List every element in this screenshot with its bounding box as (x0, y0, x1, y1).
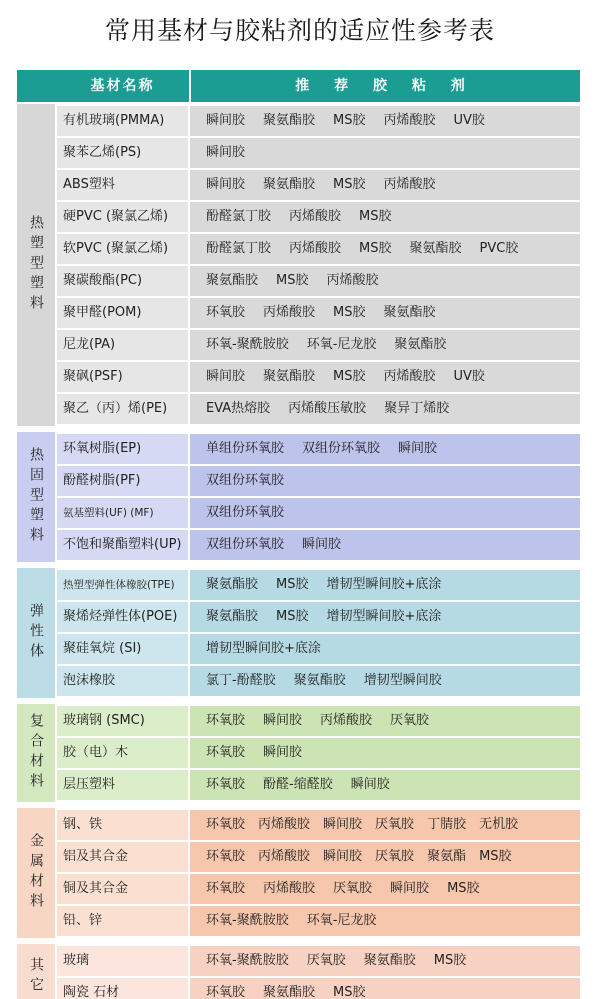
table-row (57, 202, 580, 232)
adhesive-list (190, 362, 580, 392)
header-substrate: 基材名称 (90, 78, 155, 94)
adhesive-item: 聚氨酯胶 (293, 673, 346, 688)
category-label: 弹性体 (28, 603, 44, 663)
category-cell (17, 568, 55, 698)
adhesive-item: 丙烯酸胶 (289, 209, 342, 224)
adhesive-item: MS胶 (359, 209, 392, 224)
substrate-name: 聚乙（丙）烯(PE) (57, 394, 188, 424)
substrate-name: 玻璃 (57, 946, 188, 976)
category-label: 热固型塑料 (28, 447, 44, 547)
adhesive-item: 聚氨酯胶 (206, 609, 259, 624)
adhesive-item: EVA热熔胶 (206, 401, 271, 416)
table-row (57, 978, 580, 999)
adhesive-list (190, 466, 580, 496)
adhesive-item: 聚氨酯胶 (206, 577, 259, 592)
substrate-name: 氨基塑料(UF) (MF) (57, 498, 188, 528)
adhesive-item: 瞬间胶 (350, 777, 390, 792)
category-label: 热塑型塑料 (28, 215, 44, 315)
group-3 (17, 704, 580, 802)
adhesive-list (190, 946, 580, 976)
substrate-name: 酚醛树脂(PF) (57, 466, 188, 496)
adhesive-item: 环氧-聚酰胺胶 (206, 337, 289, 352)
adhesive-item: 增韧型瞬间胶+底涂 (326, 577, 442, 592)
adhesive-item: MS胶 (359, 241, 392, 256)
adhesive-list (190, 394, 580, 424)
table-header (17, 70, 580, 102)
adhesive-item: 瞬间胶 (398, 441, 438, 456)
adhesive-item: 双组份环氧胶 (206, 473, 285, 488)
table-row (57, 666, 580, 696)
substrate-name: 不饱和聚酯塑料(UP) (57, 530, 188, 560)
adhesive-item: 厌氧胶 (390, 713, 430, 728)
substrate-name: 铅、锌 (57, 906, 188, 936)
adhesive-item: 双组份环氧胶 (206, 537, 285, 552)
adhesive-item: 厌氧胶 (306, 953, 346, 968)
adhesive-item: MS胶 (433, 953, 467, 968)
substrate-name: 陶瓷 石材 (57, 978, 188, 999)
adhesive-item: MS胶 (333, 369, 366, 384)
adhesive-item: 环氧胶 (206, 745, 246, 760)
adhesive-item: 增韧型瞬间胶+底涂 (206, 641, 321, 656)
adhesive-item: MS胶 (333, 177, 366, 192)
adhesive-list (190, 266, 580, 296)
group-5 (17, 944, 580, 999)
table-row (57, 298, 580, 328)
adhesive-list (190, 202, 580, 232)
adhesive-item: 瞬间胶 (390, 881, 430, 896)
substrate-name: 有机玻璃(PMMA) (57, 106, 188, 136)
group-2 (17, 568, 580, 698)
adhesive-item: 丙烯酸胶 (258, 849, 311, 864)
adhesive-item: 瞬间胶 (263, 713, 303, 728)
substrate-name: 聚烯烃弹性体(POE) (57, 602, 188, 632)
table-row (57, 394, 580, 424)
adhesive-item: 聚氨酯胶 (263, 177, 316, 192)
adhesive-list (190, 874, 580, 904)
table-row (57, 530, 580, 560)
adhesive-item: 丙烯酸胶 (383, 369, 436, 384)
group-4 (17, 808, 580, 938)
table-row (57, 770, 580, 800)
adhesive-item: MS胶 (276, 577, 309, 592)
substrate-name: 热塑型弹性体橡胶(TPE) (57, 570, 188, 600)
adhesive-item: 聚氨酯胶 (394, 337, 447, 352)
adhesive-item: 丙烯酸胶 (326, 273, 379, 288)
adhesive-item: 丙烯酸胶 (258, 817, 311, 832)
table-row (57, 330, 580, 360)
substrate-name: 聚砜(PSF) (57, 362, 188, 392)
table-row (57, 874, 580, 904)
adhesive-item: 瞬间胶 (323, 849, 363, 864)
adhesive-item: 瞬间胶 (302, 537, 342, 552)
table-row (57, 842, 580, 872)
adhesive-item: MS胶 (479, 849, 512, 864)
adhesive-list (190, 106, 580, 136)
adhesive-item: 瞬间胶 (263, 745, 303, 760)
adhesive-item: 环氧-聚酰胺胶 (206, 913, 289, 928)
adhesive-item: 聚氨酯胶 (263, 113, 316, 128)
adhesive-item: 环氧胶 (206, 881, 246, 896)
adhesive-list (190, 602, 580, 632)
adhesive-list (190, 906, 580, 936)
group-0 (17, 104, 580, 426)
category-cell (17, 944, 55, 999)
adhesive-list (190, 706, 580, 736)
adhesive-item: 环氧胶 (206, 985, 246, 999)
table-row (57, 810, 580, 840)
adhesive-item: 氯丁-酚醛胶 (206, 673, 276, 688)
adhesive-item: 聚氨酯胶 (409, 241, 462, 256)
adhesive-item: 增韧型瞬间胶+底涂 (326, 609, 442, 624)
adhesive-list (190, 138, 580, 168)
adhesive-item: UV胶 (453, 369, 485, 384)
adhesive-item: 酚醛氯丁胶 (206, 241, 272, 256)
adhesive-item: 聚氨酯胶 (383, 305, 436, 320)
substrate-name: 铝及其合金 (57, 842, 188, 872)
table-row (57, 234, 580, 264)
adhesive-item: 环氧胶 (206, 849, 246, 864)
table-row (57, 634, 580, 664)
adhesive-item: 瞬间胶 (323, 817, 363, 832)
adhesive-item: 环氧胶 (206, 713, 246, 728)
adhesive-item: 双组份环氧胶 (302, 441, 381, 456)
adhesive-item: 环氧-尼龙胶 (306, 913, 377, 928)
adhesive-item: 聚氨酯 (427, 849, 467, 864)
adhesive-list (190, 330, 580, 360)
category-cell (17, 104, 55, 426)
table-row (57, 498, 580, 528)
adhesive-item: MS胶 (276, 609, 309, 624)
table-row (57, 138, 580, 168)
adhesive-item: 丙烯酸胶 (263, 881, 316, 896)
table-row (57, 738, 580, 768)
adhesive-item: 丙烯酸压敏胶 (288, 401, 367, 416)
substrate-name: 环氧树脂(EP) (57, 434, 188, 464)
adhesive-item: MS胶 (333, 985, 366, 999)
adhesive-item: MS胶 (276, 273, 309, 288)
adhesive-item: 丙烯酸胶 (383, 113, 436, 128)
substrate-name: ABS塑料 (57, 170, 188, 200)
substrate-name: 钢、铁 (57, 810, 188, 840)
adhesive-item: 丙烯酸胶 (263, 305, 316, 320)
substrate-name: 聚碳酸酯(PC) (57, 266, 188, 296)
adhesive-item: 瞬间胶 (206, 145, 246, 160)
table-row (57, 466, 580, 496)
adhesive-list (190, 978, 580, 999)
adhesive-item: 环氧-聚酰胺胶 (206, 953, 289, 968)
table-row (57, 362, 580, 392)
adhesive-list (190, 530, 580, 560)
table-row (57, 266, 580, 296)
adhesive-list (190, 434, 580, 464)
adhesive-list (190, 634, 580, 664)
adhesive-item: 丙烯酸胶 (383, 177, 436, 192)
adhesive-list (190, 666, 580, 696)
adhesive-item: 环氧-尼龙胶 (306, 337, 377, 352)
adhesive-list (190, 738, 580, 768)
adhesive-item: 环氧胶 (206, 777, 246, 792)
adhesive-item: 环氧胶 (206, 305, 246, 320)
substrate-name: 层压塑料 (57, 770, 188, 800)
table-row (57, 570, 580, 600)
adhesive-item: 瞬间胶 (206, 369, 246, 384)
table-row (57, 706, 580, 736)
adhesive-item: 瞬间胶 (206, 177, 246, 192)
adhesive-item: 无机胶 (479, 817, 519, 832)
adhesive-list (190, 170, 580, 200)
adhesive-item: PVC胶 (479, 241, 519, 256)
adhesive-item: 厌氧胶 (333, 881, 373, 896)
adhesive-item: MS胶 (333, 113, 366, 128)
adhesive-item: 环氧胶 (206, 817, 246, 832)
adhesive-item: 丙烯酸胶 (289, 241, 342, 256)
adhesive-item: 丙烯酸胶 (320, 713, 373, 728)
adhesive-item: 聚氨酯胶 (263, 985, 316, 999)
group-1 (17, 432, 580, 562)
category-cell (17, 808, 55, 938)
substrate-name: 玻璃钢 (SMC) (57, 706, 188, 736)
adhesive-list (190, 842, 580, 872)
adhesive-item: 单组份环氧胶 (206, 441, 285, 456)
table-row (57, 946, 580, 976)
adhesive-item: 聚氨酯胶 (206, 273, 259, 288)
adhesive-item: 厌氧胶 (375, 849, 415, 864)
adhesive-item: 聚氨酯胶 (363, 953, 416, 968)
substrate-name: 聚硅氧烷 (SI) (57, 634, 188, 664)
adhesive-item: 聚氨酯胶 (263, 369, 316, 384)
adhesive-list (190, 498, 580, 528)
category-cell (17, 704, 55, 802)
adhesive-item: 增韧型瞬间胶 (363, 673, 442, 688)
table-row (57, 106, 580, 136)
category-label: 金属材料 (28, 833, 44, 913)
adhesive-item: 双组份环氧胶 (206, 505, 285, 520)
category-cell (17, 432, 55, 562)
adhesive-list (190, 234, 580, 264)
substrate-name: 铜及其合金 (57, 874, 188, 904)
adhesive-list (190, 810, 580, 840)
substrate-name: 胶（电）木 (57, 738, 188, 768)
substrate-name: 聚甲醛(POM) (57, 298, 188, 328)
adhesive-item: 聚异丁烯胶 (384, 401, 450, 416)
adhesive-list (190, 298, 580, 328)
adhesive-list (190, 770, 580, 800)
table-row (57, 602, 580, 632)
adhesive-item: 瞬间胶 (206, 113, 246, 128)
adhesive-item: 酚醛-缩醛胶 (263, 777, 333, 792)
substrate-name: 硬PVC (聚氯乙烯) (57, 202, 188, 232)
category-label: 其它 (28, 957, 44, 997)
adhesive-item: MS胶 (333, 305, 366, 320)
substrate-name: 聚苯乙烯(PS) (57, 138, 188, 168)
substrate-name: 尼龙(PA) (57, 330, 188, 360)
table-row (57, 434, 580, 464)
header-adhesive: 推 荐 胶 粘 剂 (295, 78, 475, 94)
page-title: 常用基材与胶粘剂的适应性参考表 (104, 16, 495, 45)
adhesive-item: 丁腈胶 (427, 817, 467, 832)
substrate-name: 泡沫橡胶 (57, 666, 188, 696)
adhesive-item: MS胶 (447, 881, 480, 896)
adhesive-list (190, 570, 580, 600)
adhesive-item: UV胶 (453, 113, 485, 128)
adhesive-item: 厌氧胶 (375, 817, 415, 832)
table-row (57, 906, 580, 936)
table-row (57, 170, 580, 200)
substrate-name: 软PVC (聚氯乙烯) (57, 234, 188, 264)
adhesive-item: 酚醛氯丁胶 (206, 209, 272, 224)
category-label: 复合材料 (28, 713, 44, 793)
